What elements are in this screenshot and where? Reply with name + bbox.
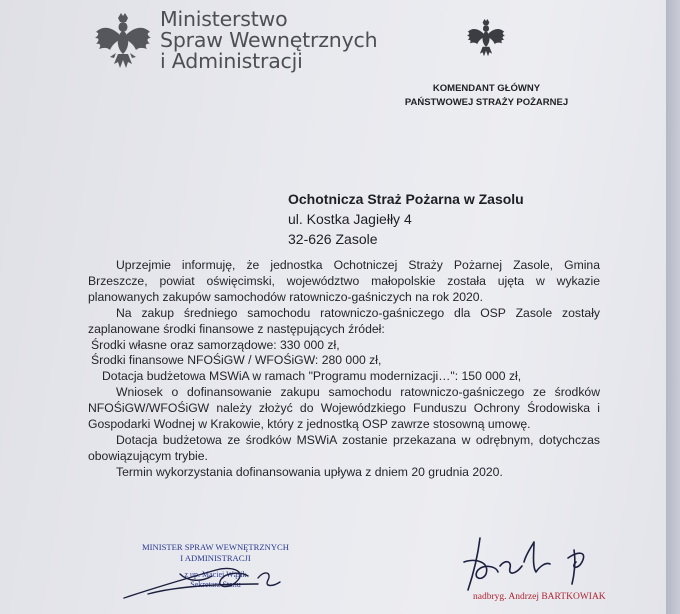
paragraph-funding-intro: Na zakup średniego samochodu ratowniczo-gaśniczego dla OSP Zasole zostały zaplanowane środki finansowe z następujących źródeł: <box>88 305 600 336</box>
paragraph-subsidy: Dotacja budżetowa ze środków MSWiA zostanie przekazana w odrębnym, dotychczas obowiązującym trybie. <box>88 432 600 463</box>
paragraph-intro: Uprzejmie informuję, że jednostka Ochotniczej Straży Pożarnej Zasole, Gmina Brzeszcze, powiat oświęcimski, województwo małopolskie została ujęta w wykazie planowanych zakupów samochodów ratowniczo-gaśniczych na rok 2020. <box>88 258 600 304</box>
commander-line-2: PAŃSTWOWEJ STRAŻY POŻARNEJ <box>404 97 569 108</box>
commander-eagle-emblem <box>465 16 507 60</box>
commander-stamp: nadbryg. Andrzej BARTKOWIAK <box>473 592 606 602</box>
ministry-name <box>160 9 377 72</box>
addressee-block <box>288 189 524 249</box>
funding-item-nfosigw: Środki finansowe NFOŚiGW / WFOŚiGW: 280 000 zł, <box>91 353 382 368</box>
commander-handwritten-signature <box>456 532 616 598</box>
addressee-street: ul. Kostka Jagiełły 4 <box>288 211 412 227</box>
minister-signer-name: z up. Maciej Wąsik <box>184 569 247 579</box>
minister-stamp-line-1: MINISTER SPRAW WEWNĘTRZNYCH <box>142 542 289 552</box>
ministry-line-2: Spraw Wewnętrznych <box>160 28 378 52</box>
commander-line-1: KOMENDANT GŁÓWNY <box>432 83 541 94</box>
ministry-line-1: Ministerstwo <box>160 7 288 31</box>
addressee-city: 32-626 Zasole <box>288 231 378 247</box>
commander-header <box>384 82 589 110</box>
paragraph-deadline: Termin wykorzystania dofinansowania upływa z dniem 20 grudnia 2020. <box>116 464 503 479</box>
minister-stamp-line-2: I ADMINISTRACJI <box>180 552 251 563</box>
minister-handwritten-signature <box>118 548 298 606</box>
minister-signer-title: Sekretarz Stanu <box>190 580 241 590</box>
funding-item-mswia: Dotacja budżetowa MSWiA w ramach "Programu modernizacji…": 150 000 zł, <box>102 369 522 384</box>
addressee-organization: Ochotnicza Straż Pożarna w Zasolu <box>288 191 524 207</box>
ministry-eagle-emblem <box>92 10 154 72</box>
letter-body <box>88 258 600 481</box>
funding-item-own: Środki własne oraz samorządowe: 330 000 zł, <box>91 337 340 352</box>
page-edge <box>666 0 680 614</box>
ministry-line-3: i Administracji <box>160 49 303 73</box>
paragraph-application: Wniosek o dofinansowanie zakupu samochodu ratowniczo-gaśniczego ze środków NFOŚiGW/WFOŚiGW należy złożyć do Wojewódzkiego Funduszu Ochrony Środowiska i Gospodarki Wodnej w Krakowie, który z jednostką OSP zawrze stosowną umowę. <box>88 385 600 432</box>
